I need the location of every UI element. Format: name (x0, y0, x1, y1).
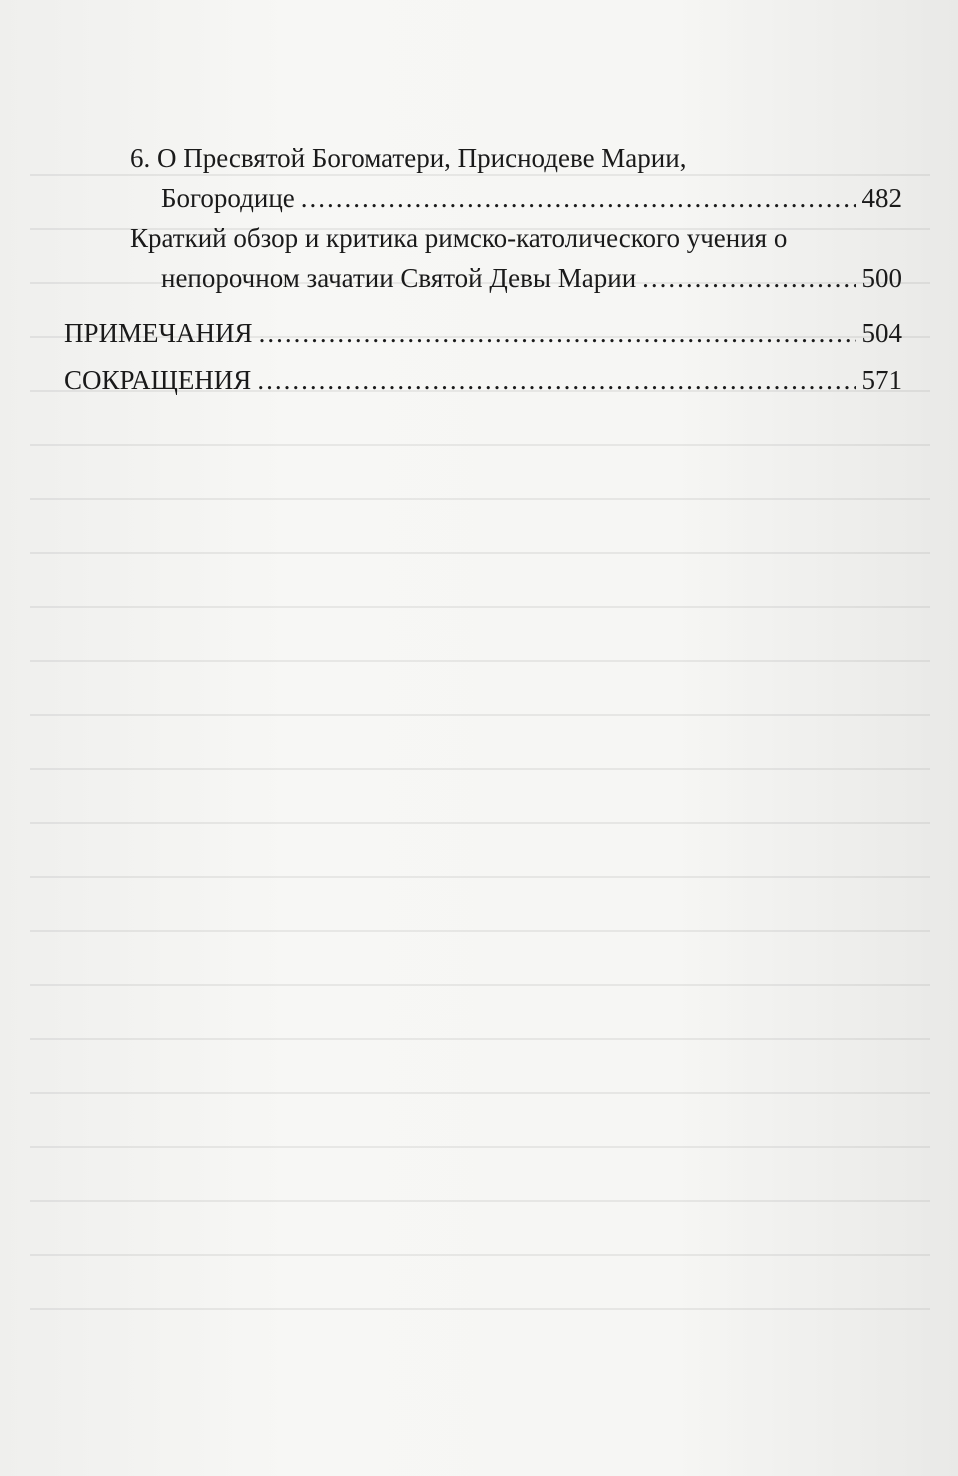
dot-leader (301, 178, 856, 218)
toc-entry-notes[interactable] (64, 313, 902, 353)
entry-title-line2: непорочном зачатии Святой Девы Марии (161, 263, 637, 293)
entry-title-line1: 6. О Пресвятой Богоматери, Приснодеве Марии, (130, 143, 687, 173)
dot-leader (257, 360, 855, 400)
entry-title: ПРИМЕЧАНИЯ (64, 318, 253, 348)
toc-entry-theotokos[interactable] (130, 138, 902, 218)
toc-entry-abbreviations[interactable] (64, 360, 902, 400)
page-number: 504 (861, 318, 902, 348)
page-number: 571 (861, 365, 902, 395)
entry-title: СОКРАЩЕНИЯ (64, 365, 252, 395)
page-number: 482 (861, 183, 902, 213)
dot-leader (642, 258, 855, 298)
dot-leader (259, 313, 856, 353)
toc-entry-critique[interactable] (130, 218, 902, 298)
page-number: 500 (861, 263, 902, 293)
entry-title-line1: Краткий обзор и критика римско-католического учения о (130, 223, 788, 253)
entry-title-line2: Богородице (161, 183, 295, 213)
bleed-through-text (30, 130, 930, 1330)
